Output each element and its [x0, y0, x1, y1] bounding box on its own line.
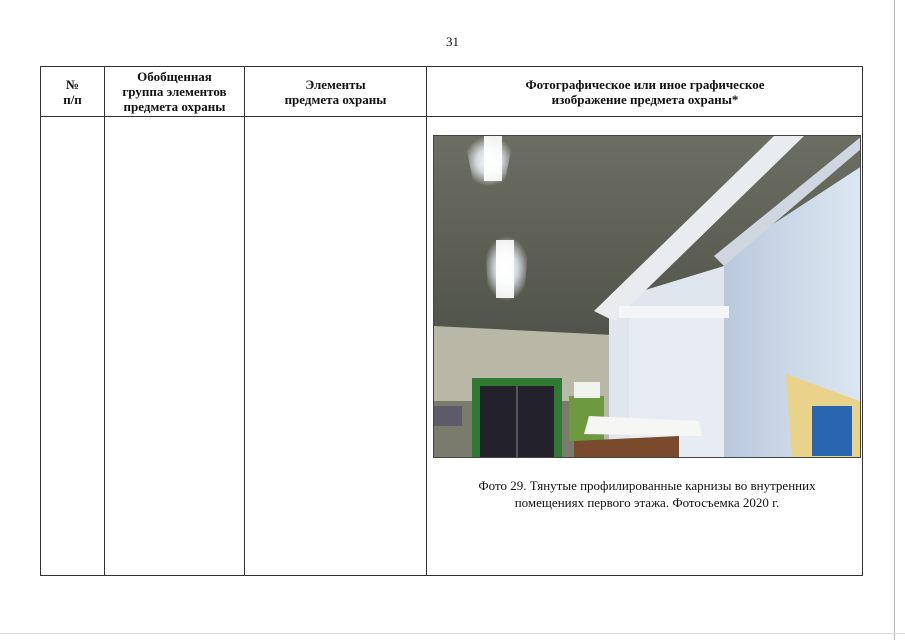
column-divider — [104, 67, 105, 575]
column-divider — [244, 67, 245, 575]
column-divider — [426, 67, 427, 575]
photo-interior-cornices — [433, 135, 861, 458]
scan-edge — [894, 0, 895, 640]
header-elements: Элементы предмета охраны — [284, 76, 387, 107]
header-divider — [41, 116, 862, 117]
header-group: Обобщенная группа элементов предмета охраны — [122, 69, 227, 114]
photo-caption: Фото 29. Тянутые профилированные карнизы во внутренних помещениях первого этажа. Фотосъемка 2020 г. — [478, 478, 816, 510]
header-image: Фотографическое или иное графическое изображение предмета охраны* — [525, 76, 765, 107]
page-number: 31 — [446, 34, 459, 49]
scan-edge — [0, 633, 905, 634]
header-number: № п/п — [63, 76, 82, 107]
protection-table — [40, 66, 863, 576]
